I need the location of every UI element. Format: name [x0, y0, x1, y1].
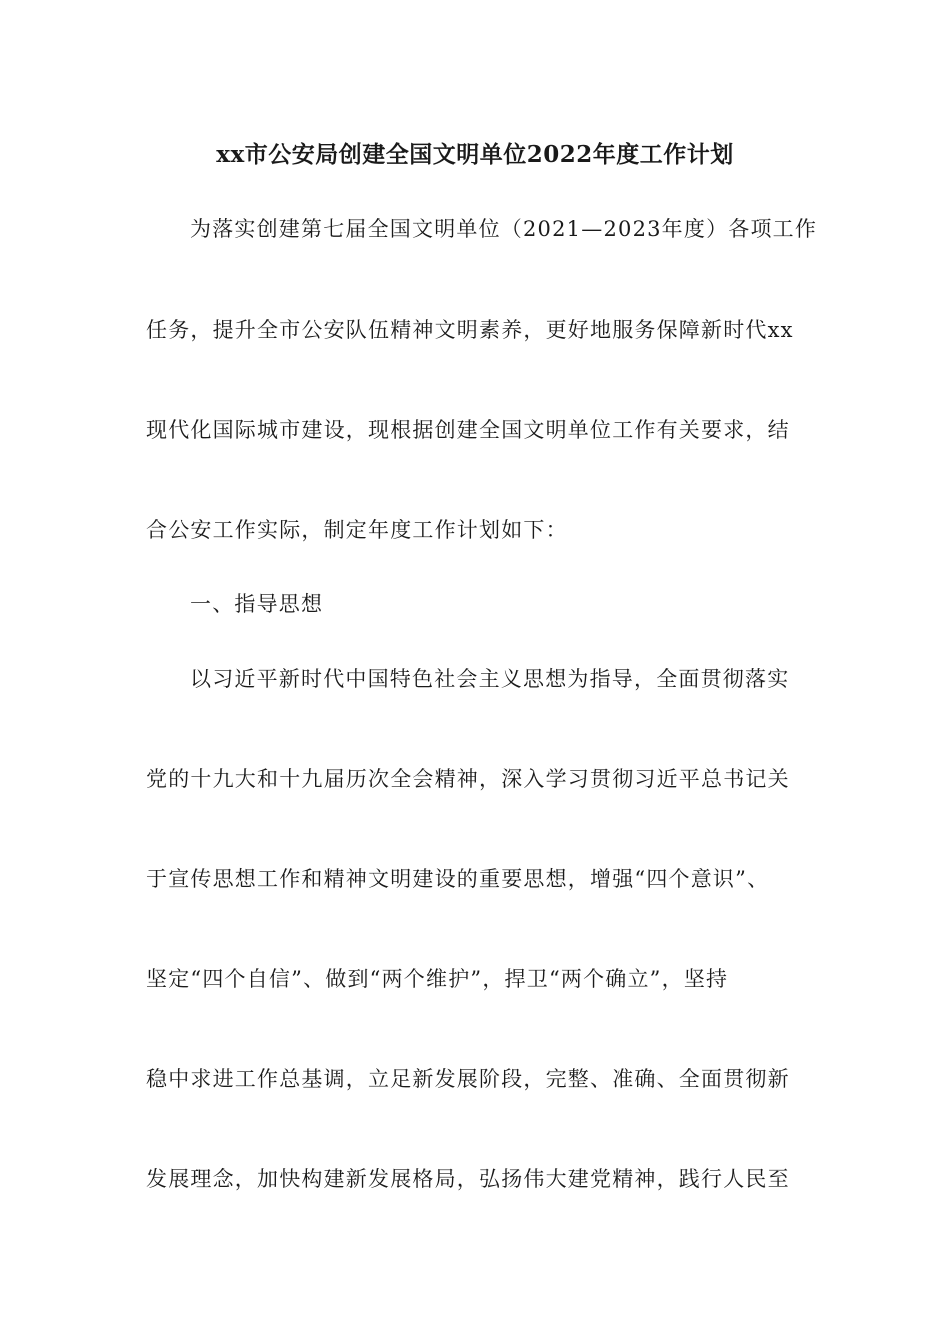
paragraph-line: 发展理念，加快构建新发展格局，弘扬伟大建党精神，践行人民至: [146, 1167, 790, 1191]
paragraph-line: 为落实创建第七届全国文明单位（2021—2023年度）各项工作: [190, 217, 818, 241]
paragraph-line: 现代化国际城市建设，现根据创建全国文明单位工作有关要求，结: [146, 418, 790, 442]
paragraph-line: 稳中求进工作总基调，立足新发展阶段，完整、准确、全面贯彻新: [146, 1067, 790, 1091]
paragraph-line: 于宣传思想工作和精神文明建设的重要思想，增强“四个意识”、: [146, 867, 770, 891]
paragraph-line: 以习近平新时代中国特色社会主义思想为指导，全面贯彻落实: [190, 667, 790, 691]
paragraph-line: 合公安工作实际，制定年度工作计划如下：: [146, 518, 568, 542]
paragraph-line: 坚定“四个自信”、做到“两个维护”，捍卫“两个确立”，坚持: [146, 967, 729, 991]
paragraph-line: 党的十九大和十九届历次全会精神，深入学习贯彻习近平总书记关: [146, 767, 790, 791]
section-heading: 一、指导思想: [190, 592, 324, 616]
document-title: xx市公安局创建全国文明单位2022年度工作计划: [216, 141, 734, 168]
paragraph-line: 任务，提升全市公安队伍精神文明素养，更好地服务保障新时代xx: [146, 318, 794, 342]
